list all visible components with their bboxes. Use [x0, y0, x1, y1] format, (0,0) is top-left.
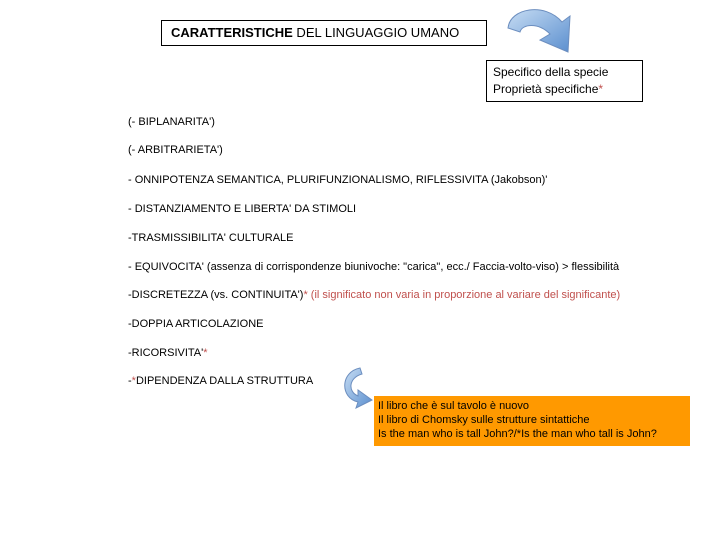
example-line-2: Il libro di Chomsky sulle strutture sintattiche: [378, 414, 590, 426]
list-item: -TRASMISSIBILITA' CULTURALE: [128, 232, 294, 244]
examples-box: [374, 396, 690, 446]
list-item: -DISCRETEZZA (vs. CONTINUITA')* (il significato non varia in proporzione al variare del significante): [128, 289, 621, 301]
curved-arrow-icon: [338, 364, 378, 410]
list-item: -RICORSIVITA'*: [128, 347, 208, 359]
list-item: -DOPPIA ARTICOLAZIONE: [128, 318, 264, 330]
example-line-1: Il libro che è sul tavolo è nuovo: [378, 400, 530, 412]
spec-line-2: Proprietà specifiche*: [493, 82, 604, 96]
title-rest: DEL LINGUAGGIO UMANO: [292, 25, 460, 40]
title-box: [161, 20, 487, 46]
species-specific-box: [486, 60, 643, 102]
curved-arrow-icon: [500, 0, 580, 60]
list-item: (- BIPLANARITA'): [128, 116, 215, 128]
list-item: - ONNIPOTENZA SEMANTICA, PLURIFUNZIONALISMO, RIFLESSIVITA (Jakobson)': [128, 174, 548, 186]
list-item: -*DIPENDENZA DALLA STRUTTURA: [128, 375, 314, 387]
list-item: - EQUIVOCITA' (assenza di corrispondenze biunivoche: "carica", ecc./ Faccia-volto-viso) > flessibilità: [128, 261, 620, 273]
spec-line-1: Specifico della specie: [493, 65, 609, 79]
list-item: (- ARBITRARIETA'): [128, 144, 223, 156]
title-bold: CARATTERISTICHE: [171, 25, 293, 40]
list-item: - DISTANZIAMENTO E LIBERTA' DA STIMOLI: [128, 203, 357, 215]
example-line-3: Is the man who is tall John?/*Is the man who tall is John?: [378, 428, 657, 440]
